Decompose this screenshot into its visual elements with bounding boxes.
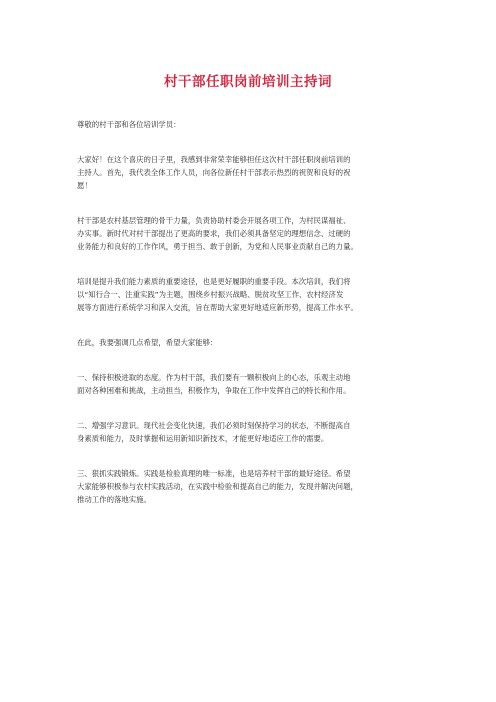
text-line: 愿！ xyxy=(77,181,92,190)
text-line: 一、保持积极进取的态度。作为村干部，我们要有一颗积极向上的心态，乐观主动地 xyxy=(77,373,351,382)
hope-2-paragraph xyxy=(77,419,422,445)
text-line: 推动工作的落地实施。 xyxy=(77,495,151,504)
text-line: 村干部是农村基层管理的骨干力量，负责协助村委会开展各项工作，为村民谋福祉、 xyxy=(77,216,351,225)
hope-3-paragraph xyxy=(77,467,422,506)
text-line: 面对各种困难和挑战，主动担当，积极作为，争取在工作中发挥自己的特长和作用。 xyxy=(77,386,351,395)
training-paragraph xyxy=(77,275,422,314)
text-line: 二、增强学习意识。现代社会变化快速，我们必须时刻保持学习的状态，不断提高自 xyxy=(77,421,351,430)
greeting-paragraph xyxy=(77,118,422,131)
text-line: 业务能力和良好的工作作风，勇于担当、敢于创新，为党和人民事业贡献自己的力量。 xyxy=(77,242,358,251)
text-line: 办实事。新时代对村干部提出了更高的要求，我们必须具备坚定的理想信念、过硬的 xyxy=(77,229,351,238)
hope-1-paragraph xyxy=(77,371,422,397)
document-body xyxy=(77,118,422,528)
text-line: 身素质和能力，及时掌握和运用新知识新技术，才能更好地适应工作的需要。 xyxy=(77,434,329,443)
text-line: 在此，我要强调几点希望，希望大家能够： xyxy=(77,338,218,347)
text-line: 大家能够积极参与农村实践活动，在实践中检验和提高自己的能力，发现并解决问题， xyxy=(77,482,358,491)
role-paragraph xyxy=(77,214,422,253)
text-line: 展等方面进行系统学习和深入交流，旨在帮助大家更好地适应新形势，提高工作水平。 xyxy=(77,303,358,312)
text-line: 三、狠抓实践锻炼。实践是检验真理的唯一标准，也是培养村干部的最好途径。希望 xyxy=(77,469,351,478)
text-line: 以“知行合一、注重实践”为主题，围绕乡村振兴战略、脱贫攻坚工作、农村经济发 xyxy=(77,290,344,299)
text-line: 大家好！在这个喜庆的日子里，我感到非常荣幸能够担任这次村干部任职岗前培训的 xyxy=(77,155,351,164)
text-line: 培训是提升我们能力素质的重要途径，也是更好履职的重要手段。本次培训，我们将 xyxy=(77,277,351,286)
hopes-intro-paragraph xyxy=(77,336,422,349)
text-line: 尊敬的村干部和各位培训学员： xyxy=(77,120,181,129)
text-line: 主持人。首先，我代表全体工作人员，向各位新任村干部表示热烈的祝贺和良好的祝 xyxy=(77,168,351,177)
welcome-paragraph xyxy=(77,153,422,192)
document-title: 村干部任职岗前培训主持词 xyxy=(164,74,332,90)
